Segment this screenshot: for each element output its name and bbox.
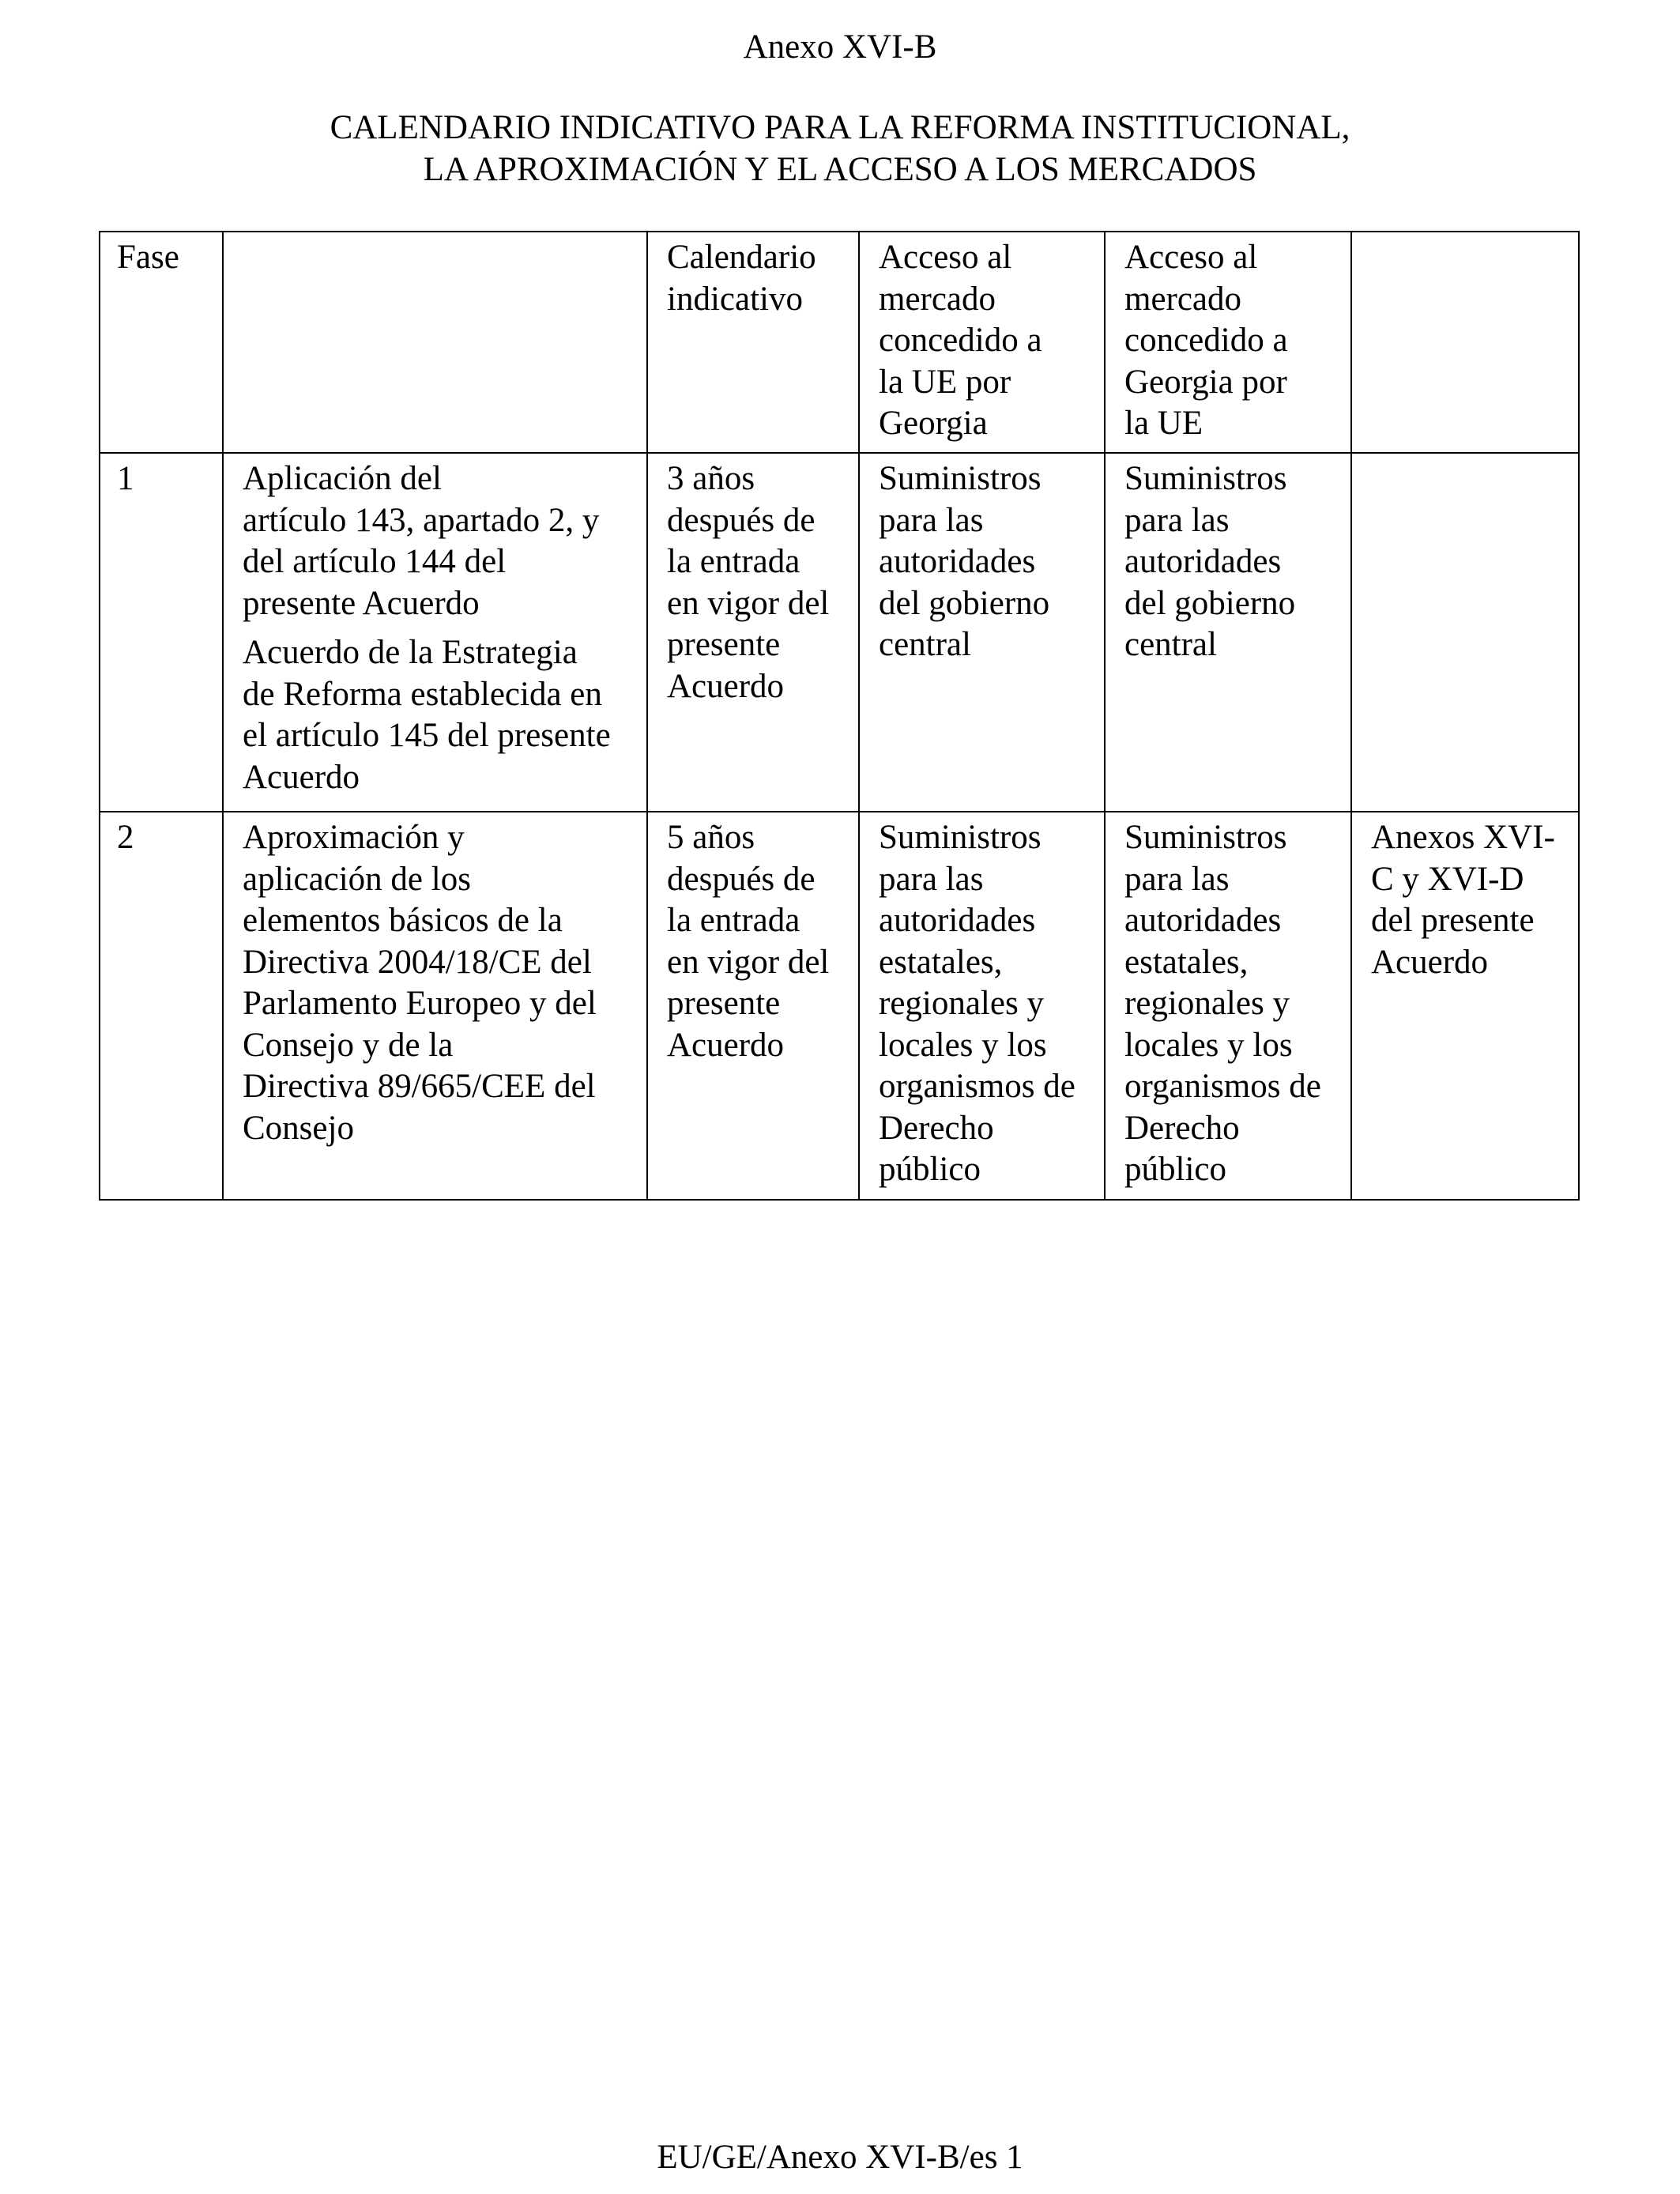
page-footer: EU/GE/Anexo XVI-B/es 1	[657, 2139, 1023, 2176]
cell-text-line: central	[879, 626, 971, 663]
cell-text-line: C y XVI-D	[1371, 860, 1524, 898]
cell-text-line: del gobierno	[879, 584, 1050, 622]
header-phase-cell	[100, 232, 223, 453]
header-access-eu-cell	[859, 232, 1105, 453]
cell-text-line: indicativo	[667, 280, 803, 318]
document-title	[0, 107, 1680, 190]
phase-number: 1	[117, 460, 134, 497]
cell-text-line: para las	[1124, 501, 1230, 539]
cell-text-line: aplicación de los	[243, 860, 471, 898]
cell-text-line: público	[879, 1151, 981, 1188]
cell-text-line: locales y los	[1124, 1026, 1293, 1064]
cell-text-line: la entrada	[667, 543, 800, 580]
cell-text-line: la entrada	[667, 902, 800, 939]
annex-label: Anexo XVI-B	[743, 28, 937, 66]
document-title-line-2: LA APROXIMACIÓN Y EL ACCESO A LOS MERCADOS	[423, 151, 1257, 188]
cell-text-line: Derecho	[879, 1109, 994, 1147]
annexes-cell	[1351, 453, 1579, 812]
cell-text-line: estatales,	[879, 943, 1003, 981]
cell-text-line: en vigor del	[667, 584, 830, 622]
cell-text-line: para las	[879, 501, 984, 539]
cell-text-line: Acuerdo de la Estrategia	[243, 634, 578, 671]
cell-text-line: Calendario	[667, 239, 816, 276]
cell-text-line: del artículo 144 del	[243, 543, 507, 580]
cell-text-line: la UE	[1124, 405, 1203, 442]
header-annexes-cell	[1351, 232, 1579, 453]
cell-text-line: locales y los	[879, 1026, 1047, 1064]
description-paragraph	[243, 632, 635, 798]
header-timeline-cell	[647, 232, 859, 453]
cell-text-line: Acceso al	[1124, 239, 1258, 276]
cell-text-line: Parlamento Europeo y del	[243, 985, 597, 1022]
cell-text-line: Derecho	[1124, 1109, 1240, 1147]
cell-text-line: 3 años	[667, 460, 755, 497]
cell-text-line: regionales y	[1124, 985, 1290, 1022]
cell-text-line: 5 años	[667, 819, 755, 856]
cell-text-line: Suministros	[879, 460, 1042, 497]
access-eu-cell	[859, 812, 1105, 1200]
cell-text-line: mercado	[1124, 280, 1242, 318]
annexes-cell	[1351, 812, 1579, 1200]
table-header-row	[100, 232, 1579, 453]
description-cell	[223, 453, 647, 812]
cell-text-line: público	[1124, 1151, 1226, 1188]
cell-text-line: elementos básicos de la	[243, 902, 563, 939]
cell-text-line: Fase	[117, 239, 179, 276]
phase-cell	[100, 453, 223, 812]
access-eu-cell	[859, 453, 1105, 812]
cell-text-line: del gobierno	[1124, 584, 1296, 622]
cell-text-line: Aproximación y	[243, 819, 465, 856]
cell-text-line: después de	[667, 860, 816, 898]
cell-text-line: presente	[667, 985, 781, 1022]
cell-text-line: Anexos XVI-	[1371, 819, 1555, 856]
cell-text-line: artículo 143, apartado 2, y	[243, 501, 600, 539]
cell-text-line: Georgia	[879, 405, 988, 442]
indicative-calendar-table	[99, 231, 1580, 1201]
timeline-cell	[647, 812, 859, 1200]
cell-text-line: después de	[667, 501, 816, 539]
cell-text-line: en vigor del	[667, 943, 830, 981]
cell-text-line: Directiva 89/665/CEE del	[243, 1068, 596, 1105]
cell-text-line: organismos de	[879, 1068, 1075, 1105]
cell-text-line: Suministros	[1124, 460, 1287, 497]
phase-cell	[100, 812, 223, 1200]
cell-text-line: regionales y	[879, 985, 1044, 1022]
cell-text-line: concedido a	[1124, 322, 1288, 359]
description-paragraph	[243, 458, 635, 624]
cell-text-line: Suministros	[879, 819, 1042, 856]
cell-text-line: de Reforma establecida en	[243, 675, 602, 713]
cell-text-line: presente Acuerdo	[243, 584, 480, 622]
cell-text-line: Acceso al	[879, 239, 1012, 276]
cell-text-line: Suministros	[1124, 819, 1287, 856]
cell-text-line: autoridades	[1124, 543, 1282, 580]
description-cell	[223, 812, 647, 1200]
cell-text-line: autoridades	[1124, 902, 1282, 939]
cell-text-line: autoridades	[879, 902, 1036, 939]
table-row	[100, 453, 1579, 812]
cell-text-line: el artículo 145 del presente	[243, 717, 611, 754]
cell-text-line: Directiva 2004/18/CE del	[243, 943, 592, 981]
access-georgia-cell	[1105, 453, 1351, 812]
table-row	[100, 812, 1579, 1200]
cell-text-line: autoridades	[879, 543, 1036, 580]
document-title-line-1: CALENDARIO INDICATIVO PARA LA REFORMA INSTITUCIONAL,	[330, 109, 1350, 146]
cell-text-line: Acuerdo	[667, 667, 785, 705]
timeline-cell	[647, 453, 859, 812]
cell-text-line: la UE por	[879, 363, 1011, 401]
cell-text-line: mercado	[879, 280, 996, 318]
cell-text-line: Consejo	[243, 1109, 354, 1147]
cell-text-line: concedido a	[879, 322, 1042, 359]
cell-text-line: Acuerdo	[1371, 943, 1489, 981]
access-georgia-cell	[1105, 812, 1351, 1200]
cell-text-line: organismos de	[1124, 1068, 1321, 1105]
cell-text-line: presente	[667, 626, 781, 663]
cell-text-line: Georgia por	[1124, 363, 1287, 401]
cell-text-line: para las	[1124, 860, 1230, 898]
header-access-georgia-cell	[1105, 232, 1351, 453]
cell-text-line: estatales,	[1124, 943, 1249, 981]
cell-text-line: para las	[879, 860, 984, 898]
cell-text-line: del presente	[1371, 902, 1535, 939]
cell-text-line: Consejo y de la	[243, 1026, 454, 1064]
cell-text-line: Acuerdo	[667, 1026, 785, 1064]
cell-text-line: Aplicación del	[243, 460, 442, 497]
phase-number: 2	[117, 819, 134, 856]
header-description-cell	[223, 232, 647, 453]
cell-text-line: central	[1124, 626, 1217, 663]
cell-text-line: Acuerdo	[243, 758, 360, 796]
